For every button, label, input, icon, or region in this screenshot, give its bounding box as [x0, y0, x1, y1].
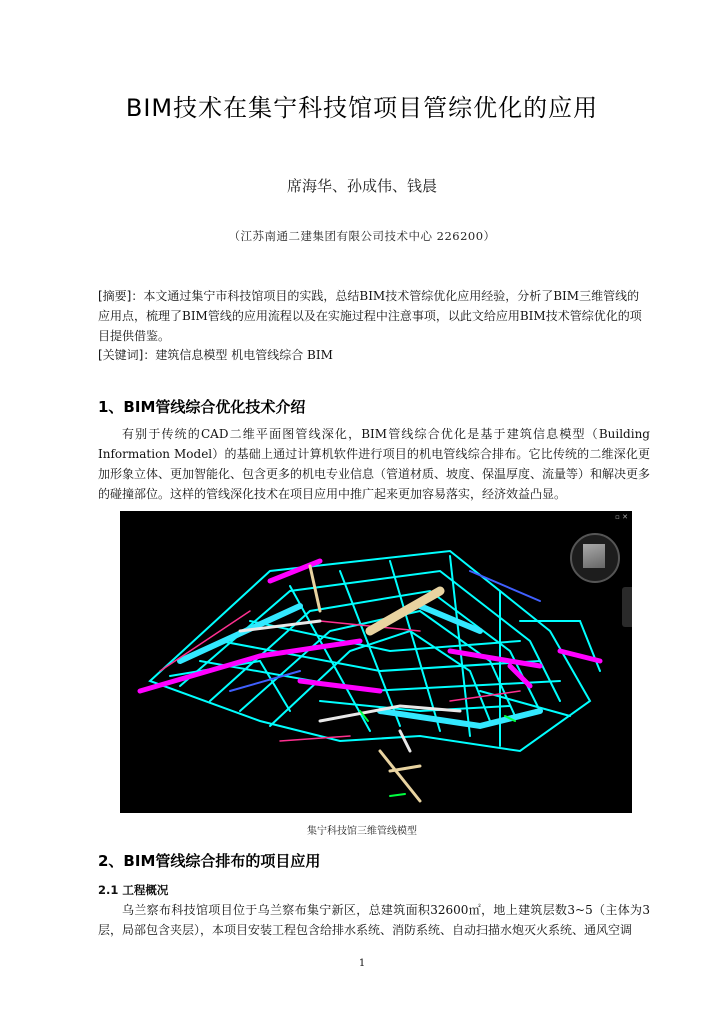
navigation-bar[interactable] [622, 587, 632, 627]
paper-title: BIM技术在集宁科技馆项目管综优化的应用 [125, 94, 599, 122]
cyan-pipe-group [150, 551, 600, 751]
keywords-text: 建筑信息模型 机电管线综合 BIM [155, 348, 333, 362]
figure-caption: 集宁科技馆三维管线模型 [307, 826, 417, 837]
abstract [98, 286, 648, 346]
window-controls-icon: ▫ ✕ [615, 513, 628, 521]
section-2-heading: 2、BIM管线综合排布的项目应用 [98, 852, 321, 870]
page-number: 1 [358, 958, 366, 969]
author-list: 席海华、孙成伟、钱晨 [286, 177, 437, 195]
affiliation: （江苏南通二建集团有限公司技术中心 226200） [228, 229, 496, 243]
section-1-paragraph: 有别于传统的CAD二维平面图管线深化，BIM管线综合优化是基于建筑信息模型（Building Information Model）的基础上通过计算机软件进行项目的机电管线综合排布。它比传统的二维深化更加形象立体、更加智能化、包含更多的机电专业信息（管道材质、坡度、保温厚度、流量等）和解决更多的碰撞部位。这样的管线深化技术在项目应用中推广起来更加容易落实，经济效益凸显。 [98, 427, 651, 501]
abstract-text: 本文通过集宁市科技馆项目的实践，总结BIM技术管综优化应用经验，分析了BIM三维管线的应用点，梳理了BIM管线的应用流程以及在实施过程中注意事项，以此文给应用BIM技术管综优化的项目提供借鉴。 [98, 289, 642, 343]
bim-pipe-model-image [120, 511, 632, 813]
section-2-paragraph: 乌兰察布科技馆项目位于乌兰察布集宁新区，总建筑面积32600㎡，地上建筑层数3~5（主体为3层，局部包含夹层），本项目安装工程包含给排水系统、消防系统、自动扫描水炮灭火系统、通风空调 [98, 903, 650, 937]
keywords [98, 345, 648, 365]
section-1-heading: 1、BIM管线综合优化技术介绍 [98, 398, 306, 416]
subsection-2-1-heading: 2.1 工程概况 [98, 883, 169, 897]
blue-pipe-group [230, 571, 540, 691]
keywords-label: [关键词]： [98, 348, 156, 362]
viewcube-icon[interactable] [570, 533, 620, 583]
abstract-label: [摘要]： [98, 289, 144, 303]
pipe-model-drawing [120, 511, 632, 813]
